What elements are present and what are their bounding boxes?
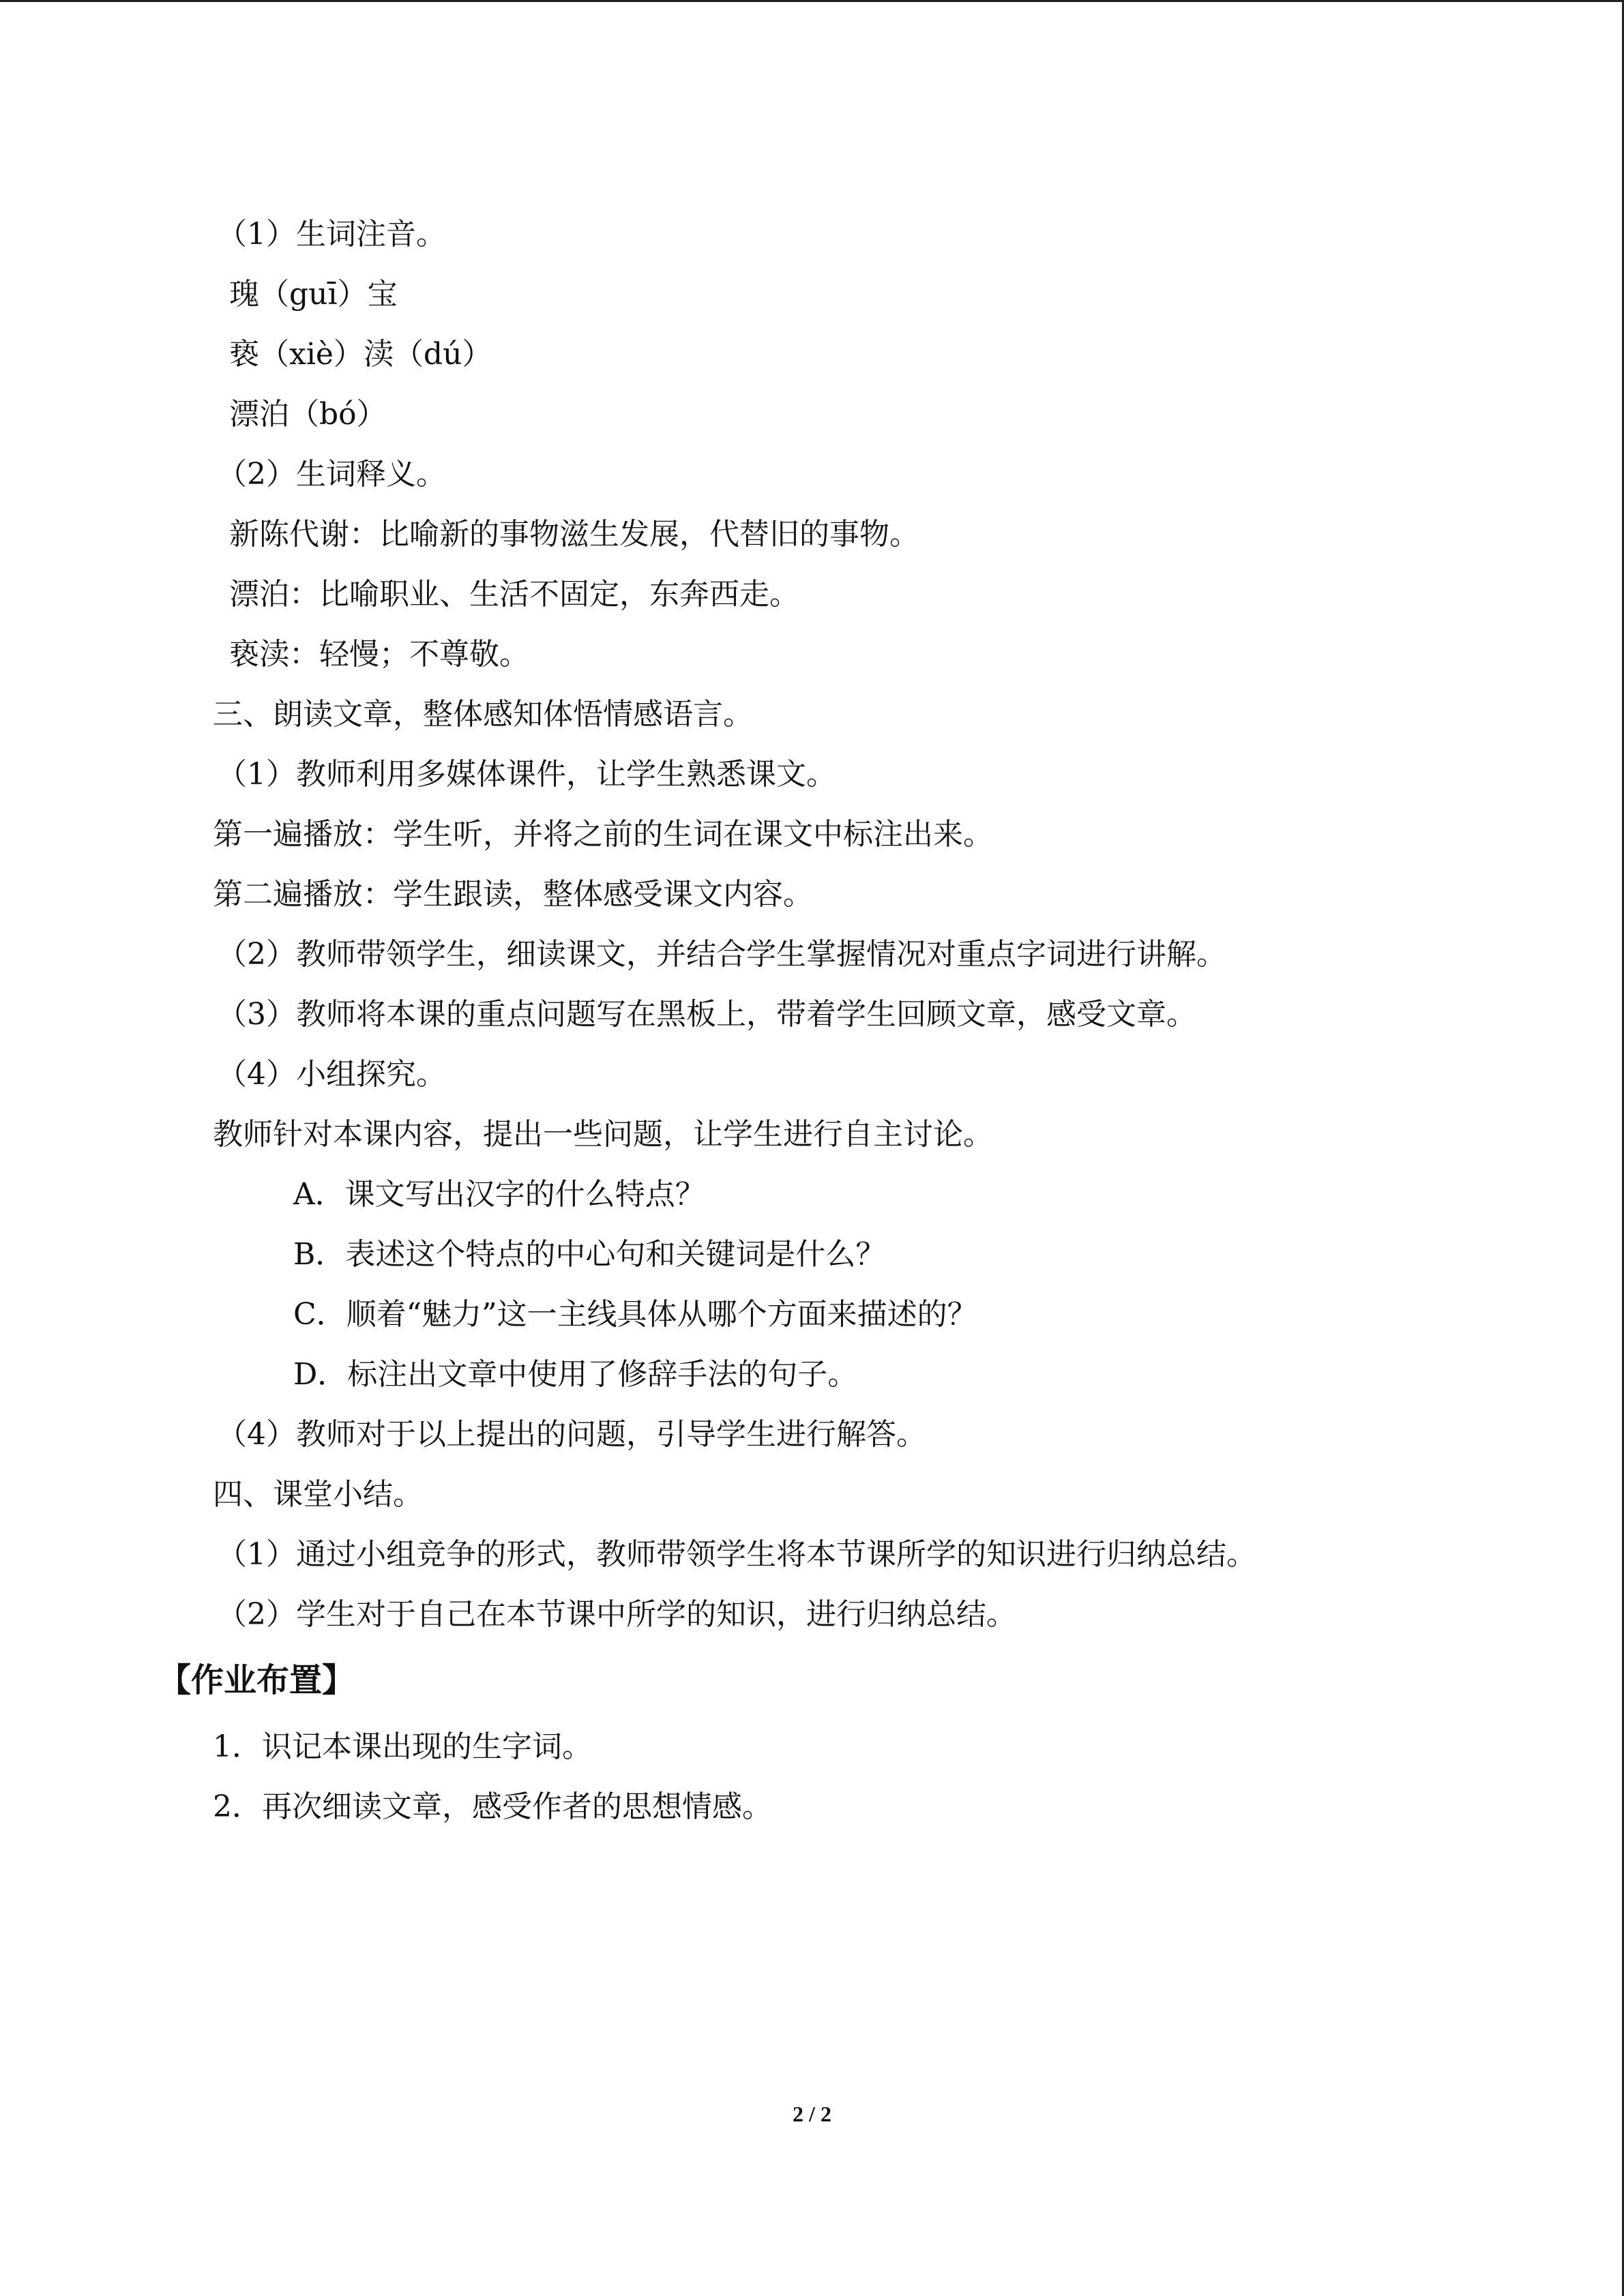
paragraph-line: （1）生词注音。 bbox=[217, 217, 446, 252]
paragraph-line: （1）教师利用多媒体课件，让学生熟悉课文。 bbox=[217, 757, 836, 792]
paragraph-line: （3）教师将本课的重点问题写在黑板上，带着学生回顾文章，感受文章。 bbox=[217, 997, 1196, 1032]
page-number: 2 / 2 bbox=[793, 2102, 831, 2126]
paragraph-line: 亵（xiè）渎（dú） bbox=[229, 337, 492, 372]
paragraph-line: （2）生词释义。 bbox=[217, 457, 446, 492]
paragraph-line: （2）教师带领学生，细读课文，并结合学生掌握情况对重点字词进行讲解。 bbox=[217, 937, 1226, 972]
paragraph-line: 漂泊：比喻职业、生活不固定，东奔西走。 bbox=[229, 577, 799, 612]
paragraph-line: 第一遍播放：学生听，并将之前的生词在课文中标注出来。 bbox=[213, 817, 993, 852]
paragraph-line: （2）学生对于自己在本节课中所学的知识，进行归纳总结。 bbox=[217, 1597, 1016, 1632]
paragraph-line: 亵渎：轻慢；不尊敬。 bbox=[229, 637, 529, 672]
homework-item: 1．识记本课出现的生字词。 bbox=[213, 1729, 592, 1764]
paragraph-line: （4）教师对于以上提出的问题，引导学生进行解答。 bbox=[217, 1417, 926, 1452]
section-heading-line: 三、朗读文章，整体感知体悟情感语言。 bbox=[213, 697, 753, 732]
question-item: A．课文写出汉字的什么特点？ bbox=[293, 1177, 705, 1212]
paragraph-line: 第二遍播放：学生跟读，整体感受课文内容。 bbox=[213, 877, 813, 912]
homework-item: 2．再次细读文章，感受作者的思想情感。 bbox=[213, 1789, 772, 1824]
question-item: D．标注出文章中使用了修辞手法的句子。 bbox=[293, 1357, 858, 1392]
homework-heading: 【作业布置】 bbox=[158, 1661, 355, 1699]
paragraph-line: 教师针对本课内容，提出一些问题，让学生进行自主讨论。 bbox=[213, 1117, 993, 1152]
paragraph-line: （4）小组探究。 bbox=[217, 1057, 446, 1092]
paragraph-line: 漂泊（bó） bbox=[229, 397, 387, 432]
paragraph-line: 瑰（guī）宝 bbox=[229, 277, 398, 312]
question-item: C．顺着“魅力”这一主线具体从哪个方面来描述的？ bbox=[293, 1297, 977, 1332]
question-item: B．表述这个特点的中心句和关键词是什么？ bbox=[293, 1237, 886, 1272]
page-border-top bbox=[0, 0, 1624, 2]
paragraph-line: （1）通过小组竞争的形式，教师带领学生将本节课所学的知识进行归纳总结。 bbox=[217, 1537, 1256, 1572]
paragraph-line: 新陈代谢：比喻新的事物滋生发展，代替旧的事物。 bbox=[229, 517, 919, 552]
section-heading-line: 四、课堂小结。 bbox=[213, 1477, 423, 1512]
